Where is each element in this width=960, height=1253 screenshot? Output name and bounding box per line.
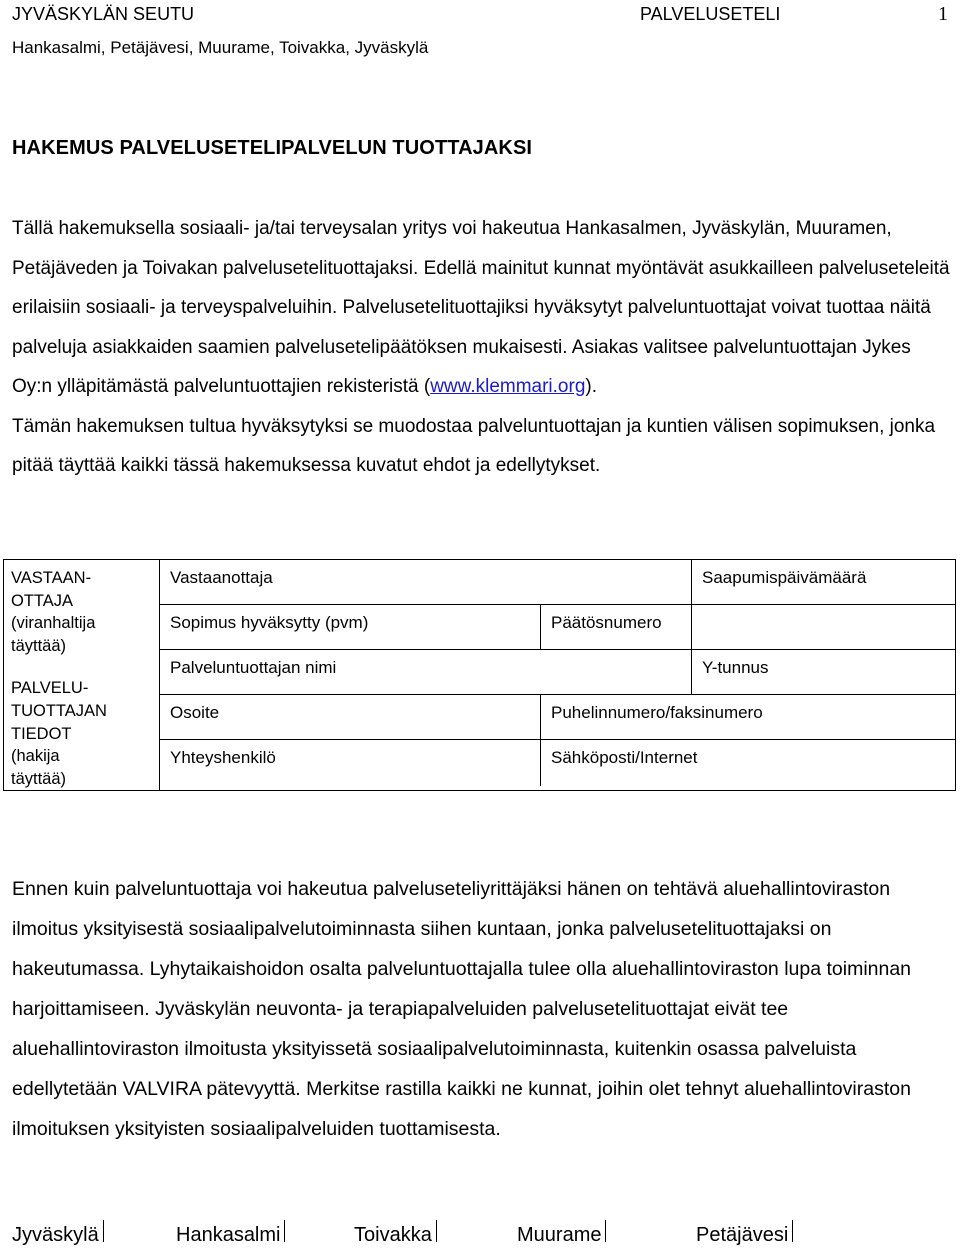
document-title: HAKEMUS PALVELUSETELIPALVELUN TUOTTAJAKSI <box>12 137 533 159</box>
page-number: 1 <box>938 3 948 25</box>
form-row-address[interactable] <box>160 695 955 740</box>
contact-person-field-label: Yhteyshenkilö <box>170 748 276 767</box>
intro-text <box>12 209 952 486</box>
municipality-label: Petäjävesi <box>696 1224 789 1246</box>
municipality-label: Muurame <box>517 1224 602 1246</box>
header-doc-type: PALVELUSETELI <box>640 4 781 24</box>
municipality-checkbox-muurame[interactable] <box>517 1220 607 1250</box>
klemmari-link[interactable]: www.klemmari.org <box>430 376 586 397</box>
side-recipient-l2: OTTAJA <box>11 591 74 610</box>
form-row-recipient[interactable] <box>160 560 955 605</box>
checkbox-mark[interactable] <box>284 1220 286 1242</box>
checkbox-mark[interactable] <box>792 1220 794 1242</box>
side-provider-l2: TUOTTAJAN <box>11 701 107 720</box>
header-left <box>12 3 428 59</box>
municipality-label: Jyväskylä <box>12 1224 99 1246</box>
form-side-labels <box>4 560 160 791</box>
business-id-field-label: Y-tunnus <box>702 658 769 677</box>
municipality-checkbox-hankasalmi[interactable] <box>176 1220 286 1250</box>
form-row-provider-name[interactable] <box>160 650 955 695</box>
municipality-label: Hankasalmi <box>176 1224 281 1246</box>
phone-fax-field-label: Puhelinnumero/faksinumero <box>551 703 763 722</box>
intro-paragraph-3: Tämän hakemuksen tultua hyväksytyksi se muodostaa palveluntuottajan ja kuntien välisen sopimuksen, jonka pitää täyttää kaikki tässä hakemuksessa kuvatut ehdot ja edellytykset. <box>12 415 936 476</box>
intro-paragraph-1 <box>12 209 952 407</box>
intro-p2-end: ). <box>585 376 598 397</box>
municipality-checkbox-toivakka[interactable] <box>354 1220 438 1250</box>
intro-p1-text: Tällä hakemuksella sosiaali- ja/tai terveysalan yritys voi hakeutua Hankasalmen, Jyväskylän, Muuramen, Petäjäveden ja Toivakan palvelusetelituottajaksi. Edellä mainitut kunnat myöntävät asukkailleen palveluseteleitä erilaisiin sosiaali- ja terveyspalveluihin. <box>12 218 950 318</box>
arrival-date-field-label: Saapumispäivämäärä <box>702 568 867 587</box>
applicant-form-table <box>3 559 956 791</box>
notice-text <box>12 869 952 1149</box>
decision-number-field-label: Päätösnumero <box>551 613 662 632</box>
checkbox-mark[interactable] <box>605 1220 607 1242</box>
form-row-contract[interactable] <box>160 605 955 650</box>
side-provider-l4: (hakija <box>11 747 60 766</box>
header-region: JYVÄSKYLÄN SEUTU <box>12 4 195 24</box>
side-recipient-l3: (viranhaltija <box>11 614 96 633</box>
form-fields <box>160 560 956 791</box>
intro-p2-text: Palvelusetelituottajiksi hyväksytyt palveluntuottajat voivat tuottaa näitä palveluja asiakkaiden saamien palvelusetelipäätöksen mukaisesti. Asiakas valitsee palveluntuottajan Jykes Oy:n ylläpitämästä palveluntuottajien rekisteristä ( <box>12 297 931 397</box>
checkbox-mark[interactable] <box>103 1220 105 1242</box>
form-row-contact[interactable] <box>160 740 955 786</box>
side-recipient-l1: VASTAAN- <box>11 569 92 587</box>
municipality-label: Toivakka <box>354 1224 432 1246</box>
side-provider-l3: TIEDOT <box>11 724 72 743</box>
address-field-label: Osoite <box>170 703 220 722</box>
municipality-checkbox-petajavesi[interactable] <box>696 1220 794 1250</box>
side-provider-l5: täyttää) <box>11 769 67 788</box>
side-provider-l1: PALVELU- <box>11 679 89 698</box>
header-municipalities: Hankasalmi, Petäjävesi, Muurame, Toivakka, Jyväskylä <box>12 38 429 57</box>
recipient-field-label: Vastaanottaja <box>170 568 273 587</box>
contract-approved-field-label: Sopimus hyväksytty (pvm) <box>170 613 369 632</box>
side-recipient-l4: täyttää) <box>11 636 67 655</box>
email-web-field-label: Sähköposti/Internet <box>551 748 698 767</box>
provider-name-field-label: Palveluntuottajan nimi <box>170 658 337 677</box>
checkbox-mark[interactable] <box>436 1220 438 1242</box>
notice-paragraph: Ennen kuin palveluntuottaja voi hakeutua palveluseteliyrittäjäksi hänen on tehtävä aluehallintoviraston ilmoitus yksityisestä sosiaalipalvelutoiminnasta siihen kuntaan, jonka palvelusetelituottajaksi on hakeutumassa. Lyhytaikaishoidon osalta palveluntuottajalla tulee olla aluehallintoviraston lupa toiminnan harjoittamiseen. Jyväskylän neuvonta- ja terapiapalveluiden palvelusetelituottajat eivät tee aluehallintoviraston ilmoitusta yksityissetä sosiaalipalvelutoiminnasta, kuitenkin osassa palveluista edellytetään VALVIRA pätevyyttä. Merkitse rastilla kaikki ne kunnat, joihin olet tehnyt aluehallintoviraston ilmoituksen yksityisten sosiaalipalveluiden tuottamisesta. <box>12 878 912 1140</box>
municipality-checkbox-jyvaskyla[interactable] <box>12 1220 105 1250</box>
